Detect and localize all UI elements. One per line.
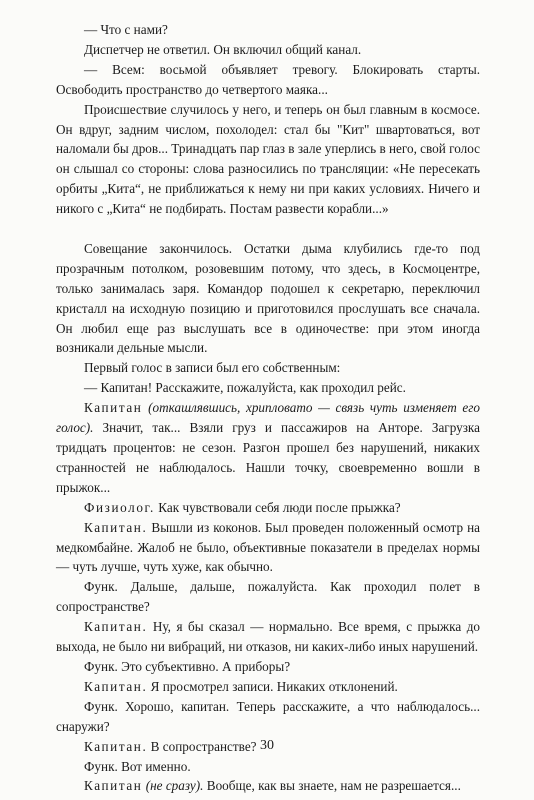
- dialogue-text: Вот именно.: [121, 758, 191, 774]
- speaker-name: Капитан: [84, 400, 143, 416]
- stage-direction: (не сразу).: [145, 778, 204, 794]
- dialogue-text: Хорошо, капитан. Теперь расскажите, а что наблюдалось... снаружи?: [56, 698, 480, 734]
- dialogue-text: В сопространстве?: [150, 738, 257, 754]
- speaker-name: Капитан.: [84, 619, 148, 635]
- speaker-name: Капитан.: [84, 519, 148, 535]
- page-body: [56, 20, 480, 796]
- dialogue-line: [56, 657, 480, 677]
- page-number: 30: [260, 738, 274, 753]
- speaker-name: Капитан: [84, 778, 143, 794]
- paragraph-text: Происшествие случилось у него, и теперь он был главным в космосе. Он вдруг, задним числом, похолодел: стал бы "Кит" швартоваться, вот наломали бы дров... Тринадцать пар глаз в зале уперлись в него, свой голос он слышал со стороны: слова разносились по трансляции: «Не пересекать орбиты „Кита“, не приближаться к нему ни при каких условиях. Ничего и никого с „Кита“ не подбирать. Постам развести корабли...»: [56, 101, 480, 217]
- speaker-name: Функ.: [84, 758, 118, 774]
- dialogue-line: [56, 776, 480, 796]
- paragraph: [56, 20, 480, 40]
- dialogue-text: Вышли из коконов. Был проведен положенный осмотр на медкомбайне. Жалоб не было, объективные показатели в пределах нормы — чуть лучше, чуть хуже, как обычно.: [56, 519, 481, 575]
- paragraph-text: — Всем: восьмой объявляет тревогу. Блокировать старты. Освободить пространство до четвертого маяка...: [56, 61, 480, 97]
- dialogue-line: [56, 757, 480, 777]
- speaker-name: Функ.: [84, 698, 118, 714]
- dialogue-text: Как чувствовали себя люди после прыжка?: [158, 499, 401, 515]
- speaker-name: Функ.: [84, 658, 118, 674]
- dialogue-line: [56, 577, 480, 617]
- paragraph: [56, 100, 480, 219]
- stage-direction: (откашлявшись, хрипловато — связь чуть изменяет его голос).: [56, 400, 480, 436]
- dialogue-line: [56, 697, 480, 737]
- dialogue-line: [56, 398, 480, 498]
- paragraph-text: Совещание закончилось. Остатки дыма клубились где-то под прозрачным потолком, розовевшим потому, что здесь, в Космоцентре, только занималась заря. Командор подошел к секретарю, переключил кристалл на исходную позицию и приготовился прослушать все сначала. Он любил еще раз выслушать все в одиночестве: при этом иногда возникали дельные мысли.: [56, 240, 480, 356]
- dialogue-line: [56, 617, 480, 657]
- speaker-name: Капитан.: [84, 678, 148, 694]
- paragraph: [56, 378, 480, 398]
- dialogue-line: [56, 498, 480, 518]
- paragraph: [56, 60, 480, 100]
- paragraph-text: Первый голос в записи был его собственным:: [84, 360, 341, 376]
- dialogue-text: Я просмотрел записи. Никаких отклонений.: [150, 678, 398, 694]
- dialogue-text: Ну, я бы сказал — нормально. Все время, с прыжка до выхода, не было ни вибраций, ни отказов, ни каких-либо иных нарушений.: [56, 619, 481, 655]
- speaker-name: Капитан.: [84, 738, 148, 754]
- paragraph-text: — Капитан! Расскажите, пожалуйста, как проходил рейс.: [84, 380, 406, 396]
- speaker-name: Физиолог.: [84, 499, 155, 515]
- dialogue-text: Это субъективно. А приборы?: [121, 658, 291, 674]
- speaker-name: Функ.: [84, 579, 118, 595]
- paragraph: [56, 358, 480, 378]
- dialogue-text: Дальше, дальше, пожалуйста. Как проходил полет в сопространстве?: [56, 579, 481, 615]
- dialogue-text: Значит, так... Взяли груз и пассажиров на Анторе. Загрузка тридцать процентов: не сезон. Разгон прошел без нарушений, никаких странностей не наблюдалось. Нашли точку, своевременно вошли в прыжок...: [56, 420, 480, 495]
- dialogue-line: [56, 518, 480, 578]
- dialogue-line: [56, 677, 480, 697]
- dialogue-text: Вообще, как вы знаете, нам не разрешается...: [206, 778, 461, 794]
- paragraph: [56, 239, 480, 358]
- paragraph: [56, 40, 480, 60]
- paragraph-text: — Что с нами?: [84, 22, 168, 37]
- paragraph-text: Диспетчер не ответил. Он включил общий канал.: [84, 41, 362, 57]
